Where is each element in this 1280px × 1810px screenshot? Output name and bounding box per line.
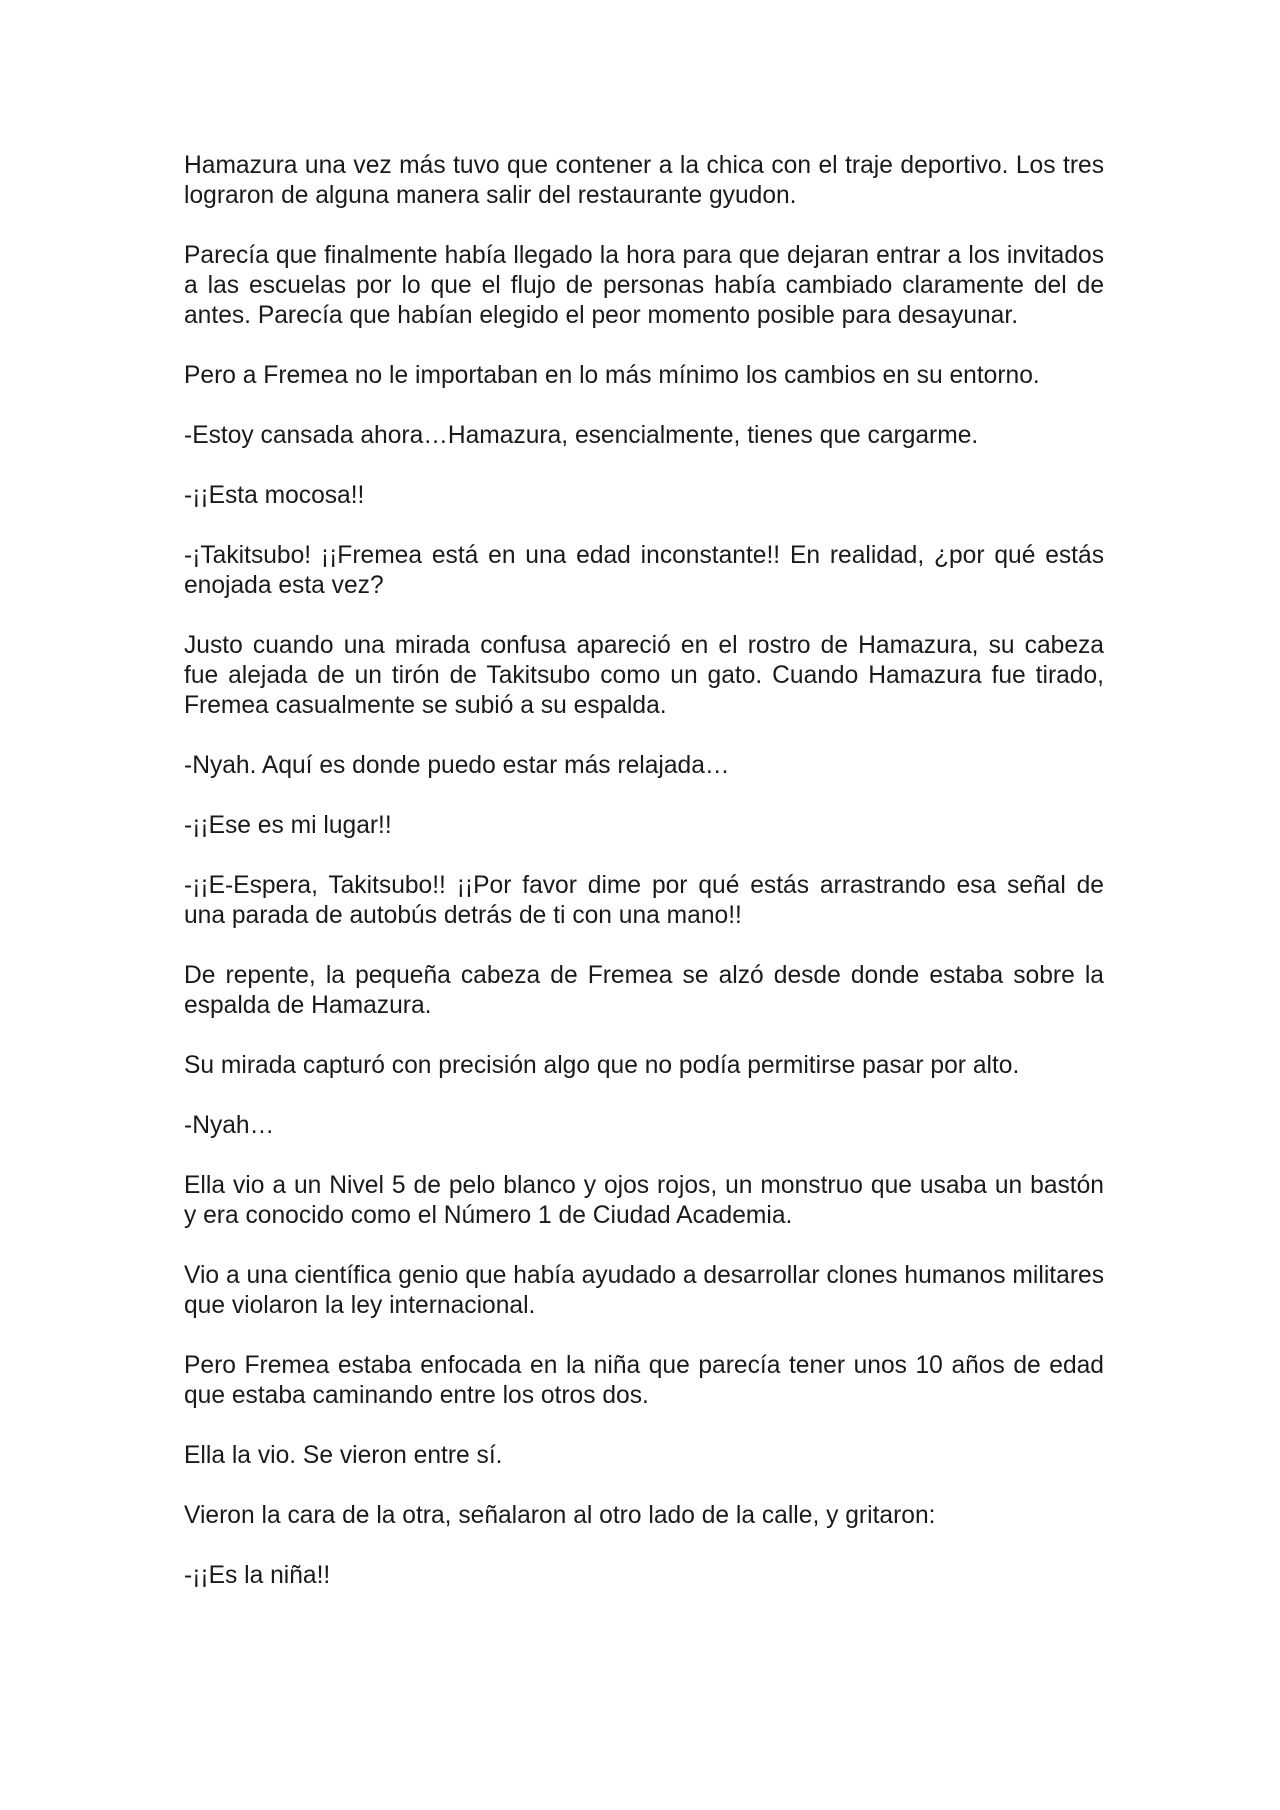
paragraph: Ella la vio. Se vieron entre sí. <box>184 1442 503 1469</box>
paragraph: Vieron la cara de la otra, señalaron al otro lado de la calle, y gritaron: <box>184 1502 936 1529</box>
paragraph: Pero Fremea estaba enfocada en la niña que parecía tener unos 10 años de edad que estaba caminando entre los otros dos. <box>184 1352 1104 1409</box>
dialogue-line: -Nyah. Aquí es donde puedo estar más relajada… <box>184 752 730 779</box>
paragraph: Ella vio a un Nivel 5 de pelo blanco y ojos rojos, un monstruo que usaba un bastón y era conocido como el Número 1 de Ciudad Academia. <box>184 1172 1104 1229</box>
paragraph: Hamazura una vez más tuvo que contener a la chica con el traje deportivo. Los tres lograron de alguna manera salir del restaurante gyudon. <box>184 152 1104 209</box>
dialogue-line: -Estoy cansada ahora…Hamazura, esencialmente, tienes que cargarme. <box>184 422 979 449</box>
paragraph: Justo cuando una mirada confusa apareció en el rostro de Hamazura, su cabeza fue alejada de un tirón de Takitsubo como un gato. Cuando Hamazura fue tirado, Fremea casualmente se subió a su espalda. <box>184 632 1104 719</box>
dialogue-line: -¡¡Ese es mi lugar!! <box>184 812 392 839</box>
paragraph: Su mirada capturó con precisión algo que no podía permitirse pasar por alto. <box>184 1052 1020 1079</box>
paragraph: De repente, la pequeña cabeza de Fremea se alzó desde donde estaba sobre la espalda de Hamazura. <box>184 962 1104 1019</box>
dialogue-line: -¡Takitsubo! ¡¡Fremea está en una edad inconstante!! En realidad, ¿por qué estás enojada esta vez? <box>184 542 1104 599</box>
document-body <box>184 151 1104 1621</box>
dialogue-line: -¡¡E-Espera, Takitsubo!! ¡¡Por favor dime por qué estás arrastrando esa señal de una parada de autobús detrás de ti con una mano!! <box>184 872 1104 929</box>
paragraph: Pero a Fremea no le importaban en lo más mínimo los cambios en su entorno. <box>184 362 1040 389</box>
dialogue-line: -Nyah… <box>184 1112 275 1139</box>
dialogue-line: -¡¡Es la niña!! <box>184 1562 331 1589</box>
paragraph: Vio a una científica genio que había ayudado a desarrollar clones humanos militares que violaron la ley internacional. <box>184 1262 1104 1319</box>
paragraph: Parecía que finalmente había llegado la hora para que dejaran entrar a los invitados a las escuelas por lo que el flujo de personas había cambiado claramente del de antes. Parecía que habían elegido el peor momento posible para desayunar. <box>184 242 1104 329</box>
dialogue-line: -¡¡Esta mocosa!! <box>184 482 365 509</box>
